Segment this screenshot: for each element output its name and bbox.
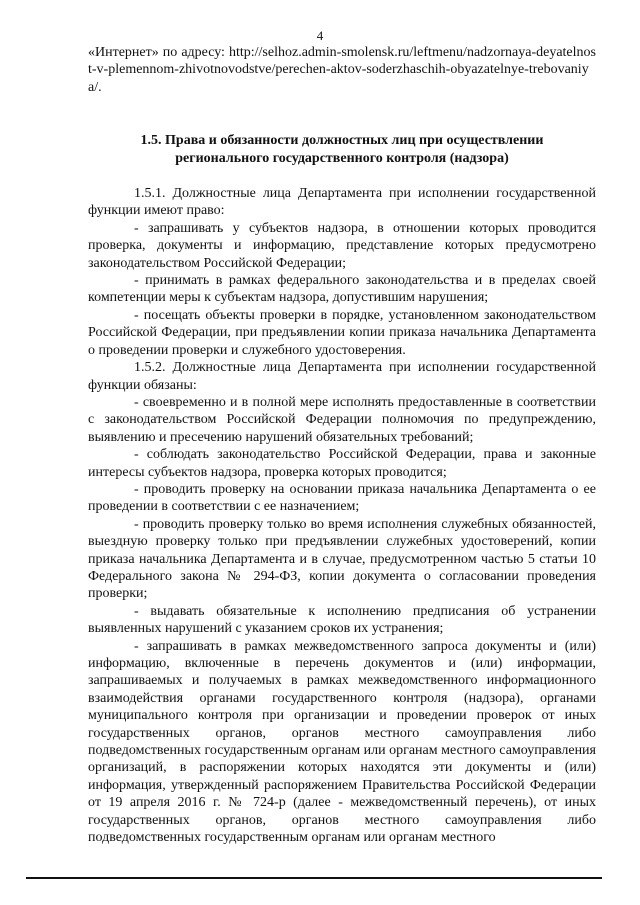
intro-paragraph: «Интернет» по адресу: http://selhoz.admin-smolensk.ru/leftmenu/nadzornaya-deyatelnost-v-plemennom-zhivotnovodstve/perechen-aktov-soderzhaschih-obyazatelnye-trebovaniya/. (88, 45, 596, 95)
section-heading-line-1: 1.5. Права и обязанности должностных лиц при осуществлении (140, 133, 544, 149)
paragraph-right-take-measures: - принимать в рамках федерального законодательства и в пределах своей компетенции меры к субъектам надзора, допустившим нарушения; (88, 273, 596, 306)
paragraph-duty-inspect-during-service: - проводить проверку только во время исполнения служебных обязанностей, выездную проверку только при предъявлении служебных удостоверений, копии приказа начальника Департамента и в случае, предусмотренном частью 5 статьи 10 Федерального закона № 294-ФЗ, копии документа о согласовании проведения проверки; (88, 516, 596, 602)
paragraph-right-visit-objects: - посещать объекты проверки в порядке, установленном законодательством Российской Федерации, при предъявлении копии приказа начальника Департамента о проведении проверки и служебного удостоверения. (88, 307, 596, 358)
document-body (88, 44, 596, 846)
paragraph-right-request-documents: - запрашивать у субъектов надзора, в отношении которых проводится проверка, документы и информацию, представление которых предусмотрено законодательством Российской Федерации; (88, 220, 596, 271)
paragraph-duty-interagency-request: - запрашивать в рамках межведомственного запроса документы и (или) информацию, включенные в перечень документов и (или) информации, запрашиваемых и получаемых в рамках межведомственного информационного взаимодействия органами государственного контроля (надзора), органами муниципального контроля при организации и проведении проверок от иных государственных органов, органов местного самоуправления либо подведомственных государственным органам или органам местного самоуправления организаций, в распоряжении которых находятся эти документы и (или) информация, утвержденный распоряжением Правительства Российской Федерации от 19 апреля 2016 г. № 724-р (далее - межведомственный перечень), от иных государственных органов, органов местного самоуправления либо подведомственных государственным органам или органам местного (88, 638, 596, 846)
section-heading-line-2: регионального государственного контроля (надзора) (175, 150, 509, 166)
page-number: 4 (316, 28, 324, 43)
paragraph-duty-exercise-powers: - своевременно и в полной мере исполнять предоставленные в соответствии с законодательством Российской Федерации полномочия по предупреждению, выявлению и пресечению нарушений обязательных требований; (88, 394, 596, 445)
paragraph-duty-observe-law: - соблюдать законодательство Российской Федерации, права и законные интересы субъектов надзора, проверка которых проводится; (88, 447, 596, 480)
paragraph-duties-intro: 1.5.2. Должностные лица Департамента при исполнении государственной функции обязаны: (88, 360, 596, 393)
bottom-rule (26, 877, 602, 879)
section-heading (88, 132, 596, 167)
paragraph-duty-issue-orders: - выдавать обязательные к исполнению предписания об устранении выявленных нарушений с указанием сроков их устранения; (88, 603, 596, 637)
paragraph-duty-inspect-by-order: - проводить проверку на основании приказа начальника Департамента о ее проведении в соответствии с ее назначением; (88, 481, 596, 515)
paragraph-rights-intro: 1.5.1. Должностные лица Департамента при исполнении государственной функции имеют право: (88, 186, 596, 219)
